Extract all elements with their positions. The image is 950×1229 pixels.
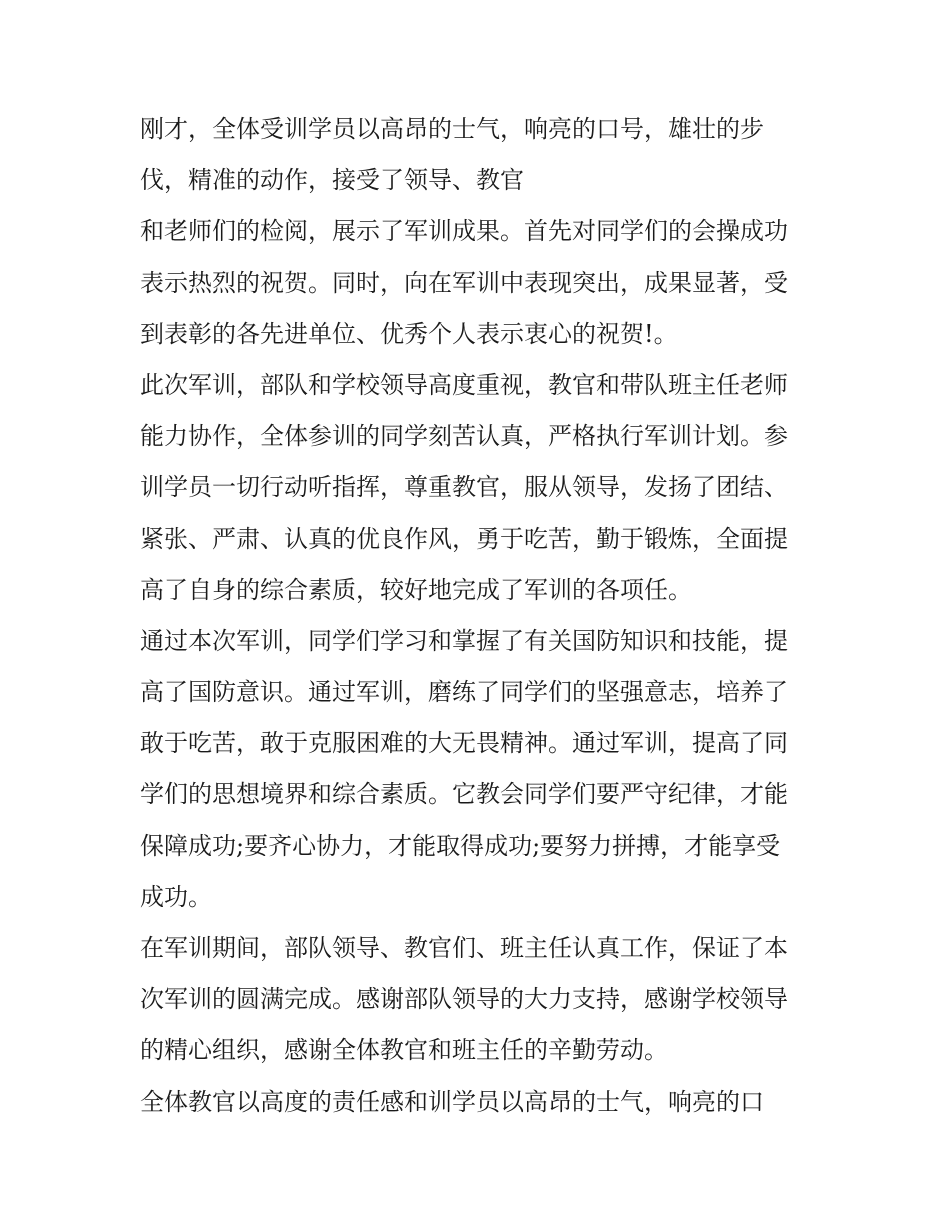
text-line: 高了国防意识。通过军训，磨练了同学们的坚强意志，培养了 — [140, 678, 788, 707]
text-line: 此次军训，部队和学校领导高度重视，教官和带队班主任老师 — [140, 370, 788, 399]
text-line: 次军训的圆满完成。感谢部队领导的大力支持，感谢学校领导 — [140, 985, 788, 1014]
text-line: 到表彰的各先进单位、优秀个人表示衷心的祝贺!。 — [140, 319, 678, 348]
text-line: 在军训期间，部队领导、教官们、班主任认真工作，保证了本 — [140, 934, 788, 962]
text-line: 成功。 — [140, 882, 212, 911]
text-line: 的精心组织，感谢全体教官和班主任的辛勤劳动。 — [140, 1036, 668, 1065]
text-line: 和老师们的检阅，展示了军训成果。首先对同学们的会操成功 — [140, 217, 788, 246]
text-line: 表示热烈的祝贺。同时，向在军训中表现突出，成果显著，受 — [140, 268, 788, 297]
text-line: 全体教官以高度的责任感和训学员以高昂的士气，响亮的口 — [140, 1087, 764, 1116]
text-line: 刚才，全体受训学员以高昂的士气，响亮的口号，雄壮的步 — [140, 115, 764, 143]
text-line: 能力协作，全体参训的同学刻苦认真，严格执行军训计划。参 — [140, 422, 788, 451]
text-line: 通过本次军训，同学们学习和掌握了有关国防知识和技能，提 — [140, 626, 788, 655]
text-line: 保障成功;要齐心协力，才能取得成功;要努力拼搏，才能享受 — [140, 831, 781, 860]
text-line: 学们的思想境界和综合素质。它教会同学们要严守纪律，才能 — [140, 780, 788, 809]
text-line: 高了自身的综合素质，较好地完成了军训的各项任。 — [140, 575, 692, 604]
text-line: 敢于吃苦，敢于克服困难的大无畏精神。通过军训，提高了同 — [140, 729, 788, 758]
text-line: 伐，精准的动作，接受了领导、教官 — [140, 166, 524, 195]
text-line: 紧张、严肃、认真的优良作风，勇于吃苦，勤于锻炼，全面提 — [140, 524, 788, 553]
document-body — [140, 104, 820, 1128]
text-line: 训学员一切行动听指挥，尊重教官，服从领导，发扬了团结、 — [140, 473, 788, 502]
